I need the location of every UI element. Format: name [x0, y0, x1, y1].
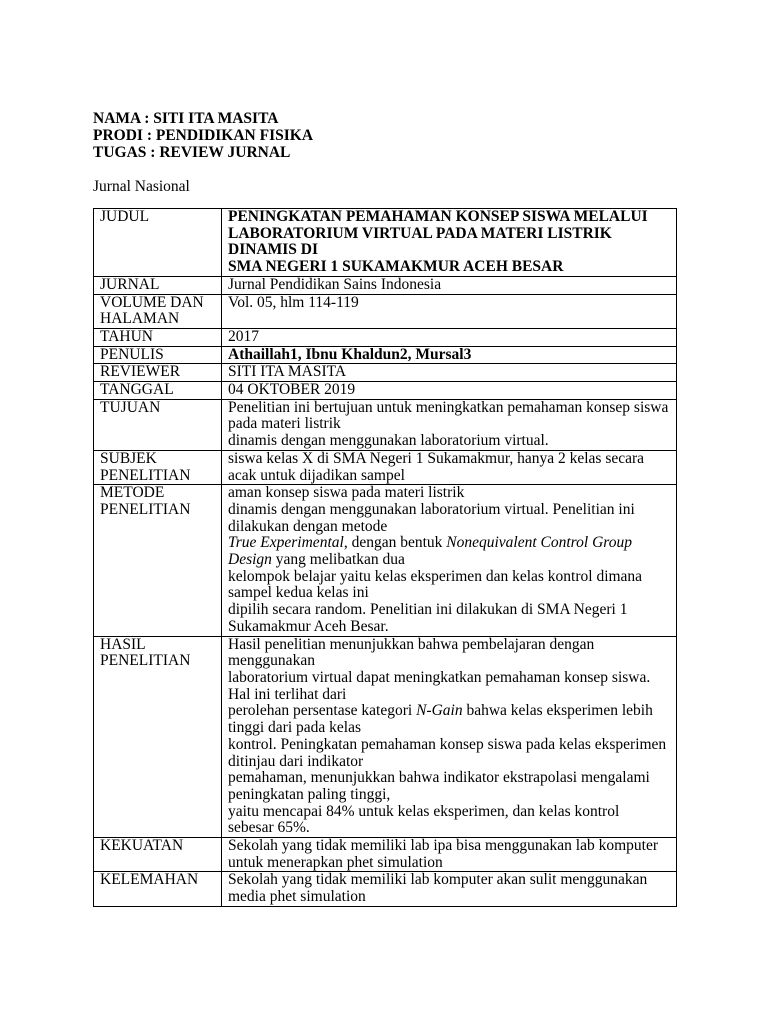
value-line: PENINGKATAN PEMAHAMAN KONSEP SISWA MELALUI [228, 208, 648, 225]
field-value-metode [222, 485, 677, 636]
value-line: SMA NEGERI 1 SUKAMAKMUR ACEH BESAR [228, 258, 564, 276]
value-line: dinamis dengan menggunakan laboratorium virtual. Penelitian ini [228, 500, 635, 518]
value-line [228, 535, 671, 552]
row-reviewer [94, 364, 677, 382]
value-text: bahwa kelas eksperimen lebih [462, 702, 653, 720]
field-value-jurnal [222, 276, 677, 294]
value-line: media phet simulation [228, 888, 366, 906]
row-kekuatan [94, 838, 677, 872]
field-value-reviewer [222, 364, 677, 382]
field-value-judul [222, 209, 677, 277]
value-line: Vol. 05, hlm 114-119 [228, 293, 359, 311]
value-line: Sekolah yang tidak memiliki lab komputer akan sulit menggunakan [228, 871, 648, 889]
value-line: tinggi dari pada kelas [228, 719, 361, 737]
field-value-tahun [222, 328, 677, 346]
value-line: SITI ITA MASITA [228, 363, 347, 381]
value-line: menggunakan [228, 652, 315, 670]
value-line: 2017 [228, 327, 259, 345]
student-name: NAMA : SITI ITA MASITA [93, 110, 279, 127]
field-label-kelemahan: KELEMAHAN [94, 872, 222, 906]
value-line: kelompok belajar yaitu kelas eksperimen dan kelas kontrol dimana [228, 567, 643, 585]
field-value-tujuan [222, 399, 677, 450]
value-text: yang melibatkan dua [271, 551, 405, 569]
section-title: Jurnal Nasional [93, 178, 190, 195]
field-value-penulis [222, 346, 677, 364]
value-line: siswa kelas X di SMA Negeri 1 Sukamakmur, hanya 2 kelas secara [228, 449, 645, 467]
field-label-tanggal: TANGGAL [94, 382, 222, 400]
italic-term: Nonequivalent Control Group [446, 534, 632, 552]
row-metode [94, 485, 677, 636]
value-line: LABORATORIUM VIRTUAL PADA MATERI LISTRIK [228, 224, 612, 242]
value-line: DINAMIS DI [228, 241, 318, 259]
value-line: Hasil penelitian menunjukkan bahwa pembelajaran dengan [228, 635, 595, 653]
row-volume [94, 294, 677, 328]
review-table [93, 208, 677, 907]
value-line: ditinjau dari indikator [228, 752, 364, 770]
value-line: Hal ini terlihat dari [228, 685, 347, 703]
row-jurnal [94, 276, 677, 294]
italic-term: N-Gain [416, 702, 463, 720]
field-label-reviewer: REVIEWER [94, 364, 222, 382]
value-line: sebesar 65%. [228, 819, 310, 837]
field-value-tanggal [222, 382, 677, 400]
value-line: acak untuk dijadikan sampel [228, 466, 405, 484]
field-label-penulis: PENULIS [94, 346, 222, 364]
value-line: yaitu mencapai 84% untuk kelas eksperimen, dan kelas kontrol [228, 802, 620, 820]
row-hasil [94, 636, 677, 837]
value-line: peningkatan paling tinggi, [228, 785, 391, 803]
value-line: Sekolah yang tidak memiliki lab ipa bisa menggunakan lab komputer [228, 837, 659, 855]
field-label-kekuatan: KEKUATAN [94, 838, 222, 872]
row-tujuan [94, 399, 677, 450]
field-label-tujuan: TUJUAN [94, 399, 222, 450]
value-line: Sukamakmur Aceh Besar. [228, 617, 389, 635]
value-line: Jurnal Pendidikan Sains Indonesia [228, 275, 442, 293]
field-label-subjek: SUBJEK PENELITIAN [94, 450, 222, 484]
row-kelemahan [94, 872, 677, 906]
row-judul [94, 209, 677, 277]
field-label-tahun: TAHUN [94, 328, 222, 346]
field-value-hasil [222, 636, 677, 837]
field-label-metode: METODE PENELITIAN [94, 485, 222, 636]
value-line: pemahaman, menunjukkan bahwa indikator ekstrapolasi mengalami [228, 769, 650, 787]
value-text: , dengan bentuk [343, 534, 447, 552]
value-line: sampel kedua kelas ini [228, 584, 369, 602]
field-label-volume: VOLUME DAN HALAMAN [94, 294, 222, 328]
row-tanggal [94, 382, 677, 400]
value-line [228, 703, 671, 720]
value-line: pada materi listrik [228, 415, 341, 433]
field-value-kelemahan [222, 872, 677, 906]
value-line [228, 552, 671, 569]
value-line: Athaillah1, Ibnu Khaldun2, Mursal3 [228, 345, 472, 363]
value-line: dipilih secara random. Penelitian ini dilakukan di SMA Negeri 1 [228, 601, 628, 619]
value-line: aman konsep siswa pada materi listrik [228, 484, 465, 502]
field-label-hasil: HASIL PENELITIAN [94, 636, 222, 837]
value-line: Penelitian ini bertujuan untuk meningkatkan pemahaman konsep siswa [228, 398, 669, 416]
value-line: kontrol. Peningkatan pemahaman konsep siswa pada kelas eksperimen [228, 735, 667, 753]
assignment-header [93, 110, 313, 161]
value-line: untuk menerapkan phet simulation [228, 853, 443, 871]
field-label-jurnal: JURNAL [94, 276, 222, 294]
field-value-kekuatan [222, 838, 677, 872]
field-value-volume [222, 294, 677, 328]
row-penulis [94, 346, 677, 364]
study-program: PRODI : PENDIDIKAN FISIKA [93, 127, 314, 144]
row-subjek [94, 450, 677, 484]
value-text: perolehan persentase kategori [228, 702, 417, 720]
assignment-title: TUGAS : REVIEW JURNAL [93, 144, 291, 161]
field-value-subjek [222, 450, 677, 484]
italic-term: True Experimental [228, 534, 344, 552]
italic-term: Design [228, 551, 272, 569]
value-line: laboratorium virtual dapat meningkatkan pemahaman konsep siswa. [228, 668, 651, 686]
row-tahun [94, 328, 677, 346]
field-label-judul: JUDUL [94, 209, 222, 277]
value-line: dilakukan dengan metode [228, 517, 388, 535]
value-line: dinamis dengan menggunakan laboratorium virtual. [228, 432, 549, 450]
value-line: 04 OKTOBER 2019 [228, 381, 356, 399]
